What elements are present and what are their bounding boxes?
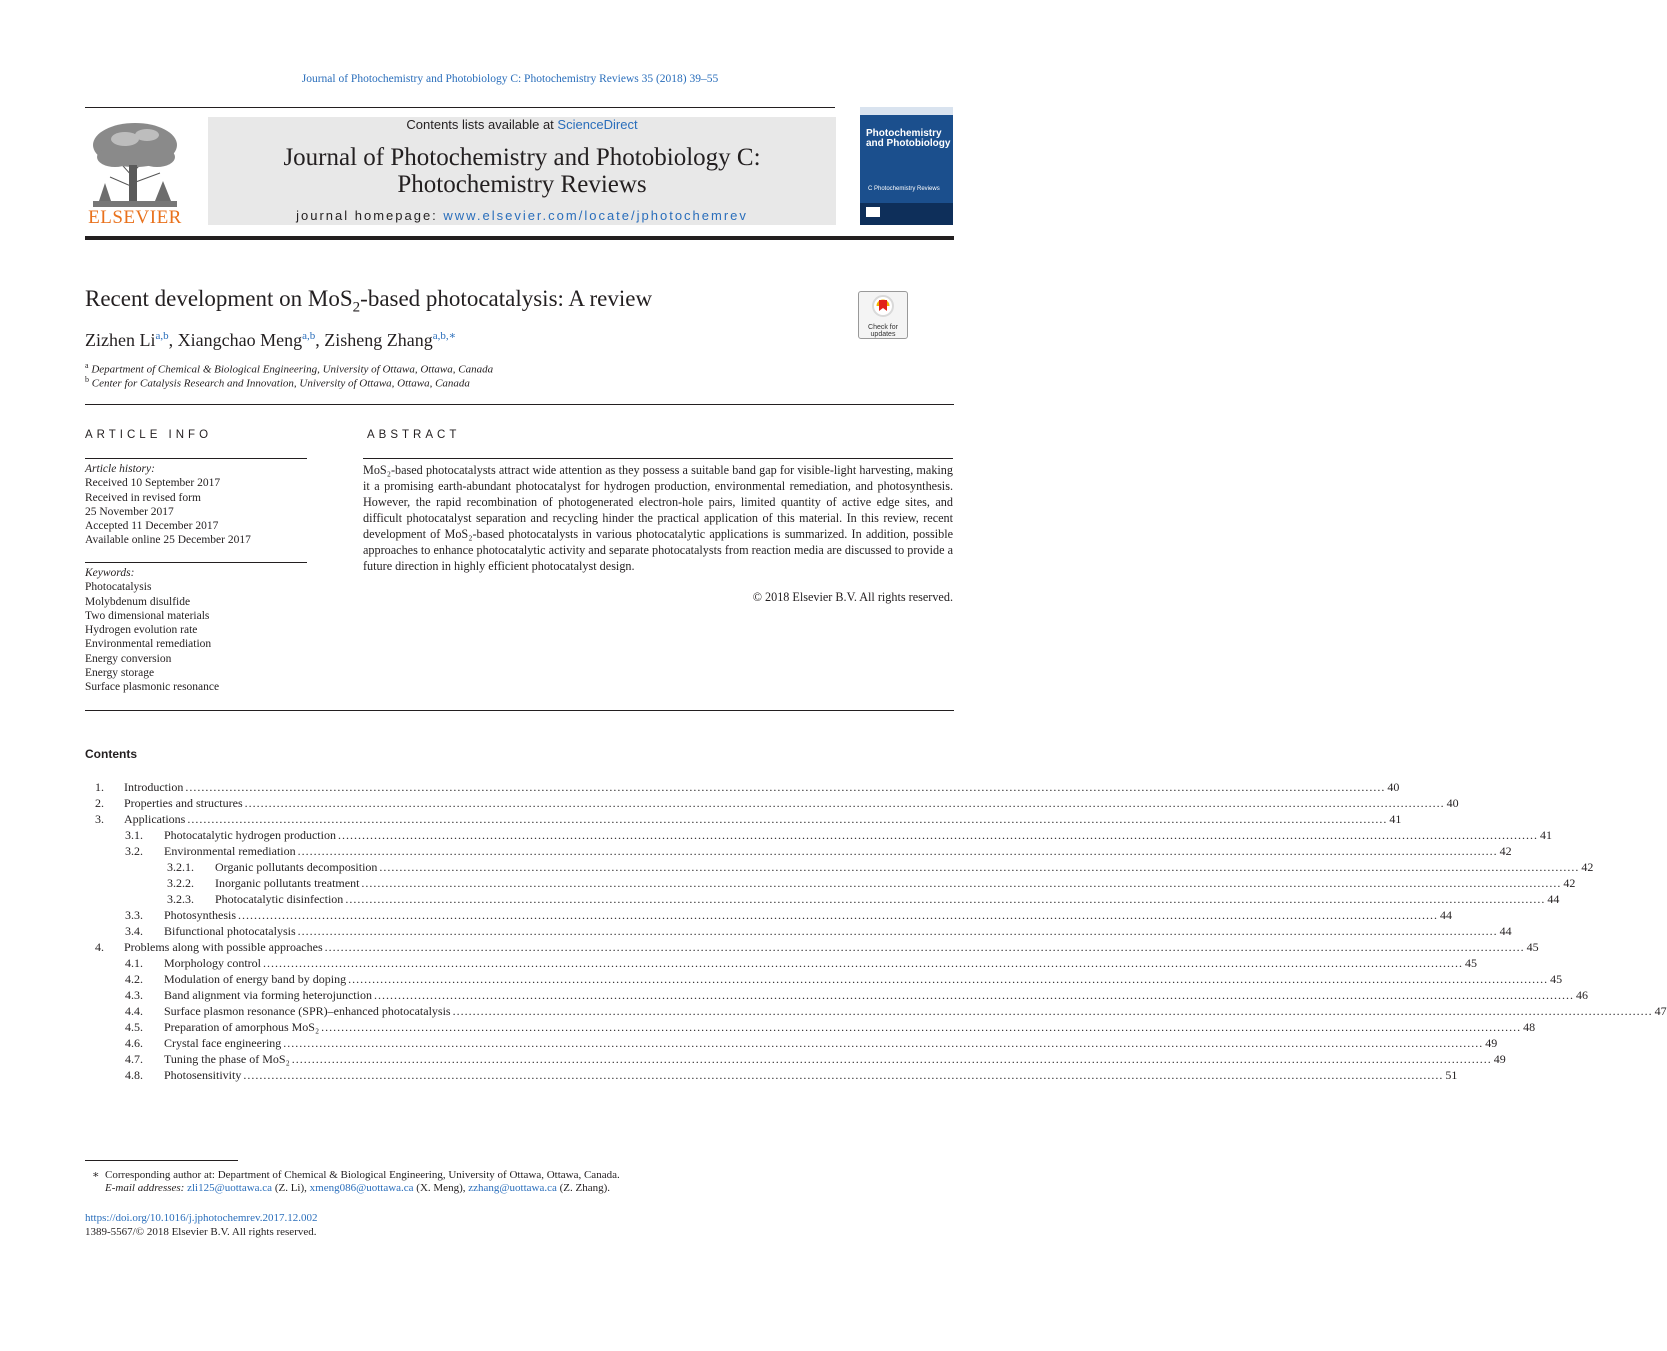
toc-leader-dots: ............................................................................................................................................................................................................................................................................................................ — [373, 988, 1574, 1002]
toc-entry-page: 44 — [1440, 908, 1453, 922]
toc-leader-dots: ............................................................................................................................................................................................................................................................................................................ — [238, 908, 1439, 922]
header-thick-rule — [85, 236, 954, 240]
toc-entry[interactable] — [85, 843, 1512, 859]
toc-entry-label[interactable]: Band alignment via forming heterojunction — [164, 988, 372, 1002]
toc-leader-dots: ............................................................................................................................................................................................................................................................................................................ — [291, 1052, 1492, 1066]
toc-entry-label[interactable]: Problems along with possible approaches — [124, 940, 323, 954]
cover-title-line1: Photochemistry — [866, 128, 942, 139]
affiliation-b: $^b$ Center for Catalysis Research and Innovation, University of Ottawa, Ottawa, Canada — [85, 375, 470, 390]
toc-entry[interactable] — [85, 987, 1588, 1003]
cover-subtitle: C Photochemistry Reviews — [868, 186, 940, 192]
toc-entry-label[interactable]: Inorganic pollutants treatment — [215, 876, 360, 890]
toc-entry-page: 40 — [1446, 796, 1459, 810]
email-link[interactable]: zli125@uottawa.ca — [187, 1182, 273, 1194]
email-link[interactable]: xmeng086@uottawa.ca — [309, 1182, 414, 1194]
toc-entry-number: 4.1. — [125, 956, 143, 970]
toc-leader-dots: ............................................................................................................................................................................................................................................................................................................ — [337, 828, 1538, 842]
toc-entry-number: 3.2. — [125, 844, 143, 858]
history-online: Available online 25 December 2017 — [85, 534, 251, 547]
history-revised-label: Received in revised form — [85, 491, 201, 504]
article-info-heading: ARTICLE INFO — [85, 429, 213, 441]
article-title-subscript: 2 — [352, 299, 361, 316]
toc-entry-number: 3.2.1. — [167, 860, 194, 874]
homepage-prefix: journal homepage: — [296, 208, 444, 223]
article-title-pre: Recent development on MoS — [85, 286, 353, 311]
toc-leader-dots: ............................................................................................................................................................................................................................................................................................................ — [345, 892, 1546, 906]
toc-entry-label[interactable]: Morphology control — [164, 956, 261, 970]
toc-entry[interactable] — [85, 827, 1552, 843]
toc-entry-number: 3. — [95, 812, 104, 826]
toc-entry-page: 42 — [1563, 876, 1576, 890]
toc-entry-number: 4.2. — [125, 972, 143, 986]
keyword: Environmental remediation — [85, 638, 212, 651]
toc-entry-page: 46 — [1575, 988, 1588, 1002]
affiliation-rule — [85, 404, 954, 405]
table-of-contents — [85, 779, 1667, 1083]
toc-entry-label[interactable]: Introduction — [124, 780, 184, 794]
toc-entry-label[interactable]: Photocatalytic disinfection — [215, 892, 344, 906]
toc-entry[interactable] — [85, 811, 1402, 827]
abstract-copyright: © 2018 Elsevier B.V. All rights reserved. — [752, 590, 953, 604]
toc-entry-page: 42 — [1499, 844, 1512, 858]
toc-entry-number: 4.6. — [125, 1036, 143, 1050]
toc-entry[interactable] — [85, 939, 1539, 955]
toc-entry[interactable] — [85, 891, 1560, 907]
keyword: Energy conversion — [85, 652, 172, 665]
toc-leader-dots: ............................................................................................................................................................................................................................................................................................................ — [243, 1068, 1444, 1082]
toc-entry-label[interactable]: Environmental remediation — [164, 844, 296, 858]
affiliation-a: $^a$ Department of Chemical & Biological Engineering, University of Ottawa, Ottawa, Canada — [85, 361, 494, 376]
toc-entry-page: 49 — [1493, 1052, 1506, 1066]
toc-entry-page: 44 — [1499, 924, 1512, 938]
contents-available-line — [208, 117, 836, 132]
toc-entry[interactable] — [85, 955, 1477, 971]
toc-entry-page: 41 — [1389, 812, 1402, 826]
journal-title-line1: Journal of Photochemistry and Photobiology C: — [283, 144, 761, 171]
elsevier-logo — [85, 117, 185, 229]
toc-leader-dots: ............................................................................................................................................................................................................................................................................................................ — [283, 1036, 1484, 1050]
email-label: E-mail addresses: — [105, 1182, 185, 1194]
toc-entry-number: 4.8. — [125, 1068, 143, 1082]
toc-entry-number: 2. — [95, 796, 104, 810]
toc-entry[interactable] — [85, 1067, 1458, 1083]
toc-entry-label[interactable]: Modulation of energy band by doping — [164, 972, 347, 986]
keyword: Hydrogen evolution rate — [85, 624, 198, 637]
email-addresses — [105, 1182, 610, 1194]
toc-leader-dots: ............................................................................................................................................................................................................................................................................................................ — [321, 1020, 1522, 1034]
toc-leader-dots: ............................................................................................................................................................................................................................................................................................................ — [263, 956, 1463, 970]
check-for-updates-label: Check for updates — [868, 324, 898, 338]
history-revised-date: 25 November 2017 — [85, 505, 174, 518]
toc-entry-label[interactable]: Bifunctional photocatalysis — [164, 924, 296, 938]
toc-entry-label[interactable]: Photosensitivity — [164, 1068, 242, 1082]
toc-entry-number: 4.7. — [125, 1052, 143, 1066]
journal-homepage — [208, 208, 836, 223]
toc-entry-label[interactable]: Organic pollutants decomposition — [215, 860, 378, 874]
keyword: Surface plasmonic resonance — [85, 681, 220, 694]
toc-entry-number: 4.4. — [125, 1004, 143, 1018]
article-info-rule — [85, 458, 307, 459]
toc-entry-label[interactable]: Applications — [124, 812, 186, 826]
toc-entry[interactable] — [85, 923, 1512, 939]
bookmark-icon — [872, 295, 894, 317]
homepage-link[interactable]: www.elsevier.com/locate/jphotochemrev — [443, 208, 748, 223]
keyword: Molybdenum disulfide — [85, 595, 191, 608]
toc-entry-number: 3.4. — [125, 924, 143, 938]
abstract-bottom-rule — [85, 710, 954, 711]
toc-entry-page: 51 — [1445, 1068, 1458, 1082]
author-1[interactable]: Zizhen Li$^{a,b}$ — [85, 330, 169, 350]
toc-leader-dots: ............................................................................................................................................................................................................................................................................................................ — [297, 844, 1498, 858]
journal-title — [208, 144, 836, 198]
toc-entry-number: 3.2.2. — [167, 876, 194, 890]
toc-leader-dots: ............................................................................................................................................................................................................................................................................................................ — [348, 972, 1549, 986]
toc-entry[interactable] — [85, 859, 1594, 875]
toc-entry-label[interactable]: Surface plasmon resonance (SPR)–enhanced photocatalysis — [164, 1004, 451, 1018]
toc-entry[interactable] — [85, 795, 1459, 811]
toc-entry[interactable] — [85, 971, 1563, 987]
toc-entry[interactable] — [85, 907, 1453, 923]
toc-entry-label[interactable]: Photocatalytic hydrogen production — [164, 828, 336, 842]
keyword: Energy storage — [85, 667, 155, 680]
toc-entry-page: 49 — [1485, 1036, 1498, 1050]
toc-entry-page: 47 — [1654, 1004, 1667, 1018]
toc-entry[interactable] — [85, 1035, 1498, 1051]
footnote-rule — [85, 1160, 238, 1161]
toc-leader-dots: ............................................................................................................................................................................................................................................................................................................ — [187, 812, 1388, 826]
contents-prefix: Contents lists available at — [406, 117, 558, 132]
toc-leader-dots: ............................................................................................................................................................................................................................................................................................................ — [361, 876, 1562, 890]
article-history — [85, 462, 307, 548]
issn-copyright: 1389-5567/© 2018 Elsevier B.V. All rights reserved. — [85, 1226, 317, 1238]
toc-entry-number: 4.5. — [125, 1020, 143, 1034]
toc-entry-label[interactable]: Photosynthesis — [164, 908, 237, 922]
toc-leader-dots: ............................................................................................................................................................................................................................................................................................................ — [324, 940, 1525, 954]
toc-leader-dots: ............................................................................................................................................................................................................................................................................................................ — [379, 860, 1580, 874]
keyword: Two dimensional materials — [85, 609, 210, 622]
cover-title — [866, 129, 950, 149]
email-link[interactable]: zzhang@uottawa.ca — [468, 1182, 557, 1194]
keywords-rule — [85, 562, 307, 563]
history-accepted: Accepted 11 December 2017 — [85, 520, 219, 533]
author-2[interactable]: Xiangchao Meng$^{a,b}$ — [177, 330, 316, 350]
toc-entry-number: 3.3. — [125, 908, 143, 922]
keywords-list — [85, 566, 307, 695]
cover-title-line2: and Photobiology — [866, 138, 951, 149]
footnote-star: ∗ — [92, 1169, 100, 1181]
toc-leader-dots: ............................................................................................................................................................................................................................................................................................................ — [244, 796, 1445, 810]
toc-leader-dots: ............................................................................................................................................................................................................................................................................................................ — [452, 1004, 1653, 1018]
article-history-label: Article history: — [85, 463, 155, 475]
toc-entry[interactable] — [85, 1051, 1506, 1067]
toc-entry-label[interactable]: Preparation of amorphous MoS₂ — [164, 1020, 320, 1034]
elsevier-wordmark: ELSEVIER — [88, 207, 182, 228]
toc-entry-page: 41 — [1539, 828, 1552, 842]
email-owner: (Z. Li), — [272, 1182, 310, 1194]
journal-title-line2: Photochemistry Reviews — [397, 171, 647, 198]
email-owner: (Z. Zhang). — [556, 1182, 611, 1194]
toc-entry-label[interactable]: Properties and structures — [124, 796, 243, 810]
toc-entry[interactable] — [85, 875, 1576, 891]
toc-leader-dots: ............................................................................................................................................................................................................................................................................................................ — [185, 780, 1386, 794]
toc-entry-page: 45 — [1550, 972, 1563, 986]
article-title-post: -based photocatalysis: A review — [360, 286, 653, 311]
author-separator: , — [168, 330, 178, 350]
toc-leader-dots: ............................................................................................................................................................................................................................................................................................................ — [297, 924, 1498, 938]
header-top-rule — [85, 107, 835, 108]
history-received: Received 10 September 2017 — [85, 477, 221, 490]
toc-entry-page: 40 — [1387, 780, 1400, 794]
toc-entry-label[interactable]: Crystal face engineering — [164, 1036, 282, 1050]
toc-entry-page: 45 — [1465, 956, 1477, 970]
abstract-rule — [363, 458, 953, 459]
abstract-heading: ABSTRACT — [367, 429, 461, 441]
toc-entry[interactable] — [85, 1003, 1667, 1019]
contents-heading: Contents — [85, 747, 137, 761]
email-owner: (X. Meng), — [413, 1182, 469, 1194]
journal-banner — [208, 117, 836, 225]
corresponding-text: Corresponding author at: Department of Chemical & Biological Engineering, University of Ottawa, Ottawa, Canada. — [104, 1169, 620, 1181]
journal-cover-image[interactable] — [860, 107, 953, 225]
doi-link[interactable]: https://doi.org/10.1016/j.jphotochemrev.2017.12.002 — [85, 1212, 318, 1224]
toc-entry-number: 4. — [95, 940, 104, 954]
toc-entry-label[interactable]: Tuning the phase of MoS₂ — [164, 1052, 290, 1066]
article-title — [85, 286, 652, 317]
abstract-text: MoS₂-based photocatalysts attract wide attention as they possess a suitable band gap for visible-light harvesting, making it a promising earth-abundant photocatalyst for hydrogen production, environmental remediation, and photosynthesis. However, the rapid recombination of photogenerated electron-hole pairs, limited quantity of active edge sites, and difficult photocatalyst separation and recycling hinder the practical application of this material. In this review, recent development of MoS₂-based photocatalysts in various photocatalytic applications is summarized. In addition, possible approaches to enhance photocatalytic activity and separate photocatalysts from reaction media are discussed to provide a future direction in highly efficient photocatalyst design. — [363, 463, 953, 573]
toc-entry-page: 48 — [1523, 1020, 1536, 1034]
author-separator: , — [315, 330, 325, 350]
toc-entry-number: 1. — [95, 780, 104, 794]
toc-entry[interactable] — [85, 1019, 1536, 1035]
toc-entry-page: 44 — [1547, 892, 1560, 906]
author-list — [85, 329, 456, 351]
author-3[interactable]: Zisheng Zhang$^{a,b,∗}$ — [324, 330, 457, 350]
toc-entry-number: 3.1. — [125, 828, 143, 842]
keyword: Photocatalysis — [85, 581, 152, 594]
toc-entry-number: 3.2.3. — [167, 892, 194, 906]
keywords-label: Keywords: — [85, 567, 135, 579]
toc-entry-page: 45 — [1526, 940, 1539, 954]
toc-entry-number: 4.3. — [125, 988, 143, 1002]
check-for-updates-badge[interactable] — [858, 291, 908, 339]
toc-entry-page: 42 — [1581, 860, 1594, 874]
sciencedirect-link[interactable]: ScienceDirect — [557, 117, 638, 132]
corresponding-author-note — [92, 1168, 620, 1181]
toc-entry[interactable] — [85, 779, 1400, 795]
journal-citation[interactable]: Journal of Photochemistry and Photobiology C: Photochemistry Reviews 35 (2018) 39–55 — [301, 73, 719, 85]
